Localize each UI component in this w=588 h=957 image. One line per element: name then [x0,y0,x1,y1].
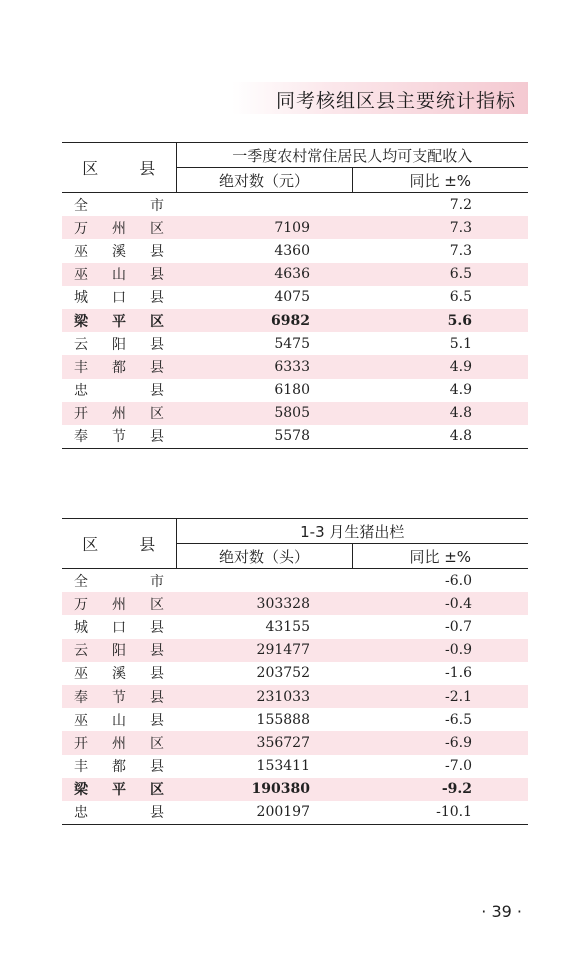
yoy-cell: -7.0 [445,758,472,775]
county-name-char: 城 [74,619,88,636]
yoy-cell: 4.8 [352,402,528,425]
county-name [62,708,176,731]
abs-value-cell [176,193,352,217]
abs-value-cell: 203752 [256,665,310,682]
yoy-cell: -6.9 [352,731,528,754]
title-band [232,82,528,114]
county-name [62,332,176,355]
county-name-char: 梁 [74,313,88,330]
county-name-char: 平 [112,782,126,799]
county-name-char: 区 [150,313,164,330]
income-span-header: 一季度农村常住居民人均可支配收入 [176,143,528,168]
county-name-char: 巫 [74,712,88,729]
county-name-char: 山 [112,712,126,729]
abs-value-cell: 4075 [274,289,310,306]
county-name-char: 节 [112,689,126,706]
table-row [62,286,528,309]
abs-value-cell: 43155 [265,618,310,635]
yoy-cell: -10.1 [352,801,528,825]
yoy-cell: 5.1 [449,335,473,352]
county-name-char: 州 [112,735,126,752]
county-name-char: 县 [150,712,164,729]
abs-value-cell: 153411 [256,758,310,775]
table-row [62,662,528,685]
county-name-char: 县 [150,643,164,660]
county-name-char: 县 [150,805,164,822]
county-name-char: 奉 [74,429,88,446]
county-name-char: 都 [112,359,126,376]
county-name-char: 县 [150,689,164,706]
table-row [62,731,528,754]
county-name-char [112,380,126,400]
county-name-char [112,195,126,215]
county-name-char: 丰 [74,359,88,376]
county-name-char: 丰 [74,759,88,776]
county-name-char: 口 [112,290,126,307]
county-name [62,193,176,217]
yoy-cell: 6.5 [352,263,528,286]
county-name-char: 县 [150,336,164,353]
abs-value-cell: 231033 [176,685,352,708]
county-name [62,309,176,332]
abs-value-cell: 190380 [176,778,352,801]
county-name-char: 云 [74,643,88,660]
table-row [62,263,528,286]
county-name [62,216,176,239]
county-name-char: 市 [150,573,164,590]
county-name [62,263,176,286]
county-name [62,755,176,778]
abs-value-cell: 200197 [176,801,352,825]
county-name-char: 县 [150,619,164,636]
abs-value-cell: 6180 [274,382,310,399]
county-name-char: 开 [74,735,88,752]
table-row [62,639,528,662]
abs-value-cell: 4360 [274,242,310,259]
county-name-char: 万 [74,596,88,613]
county-name-char: 阳 [112,643,126,660]
table-row [62,355,528,378]
county-name-char: 忠 [74,805,88,822]
yoy-cell: 4.9 [449,382,473,399]
yoy-cell: -1.6 [445,665,472,682]
yoy-cell: -0.7 [445,618,472,635]
abs-value-cell: 5475 [274,335,310,352]
county-name-char: 梁 [74,782,88,799]
county-name [62,379,176,402]
county-name-char: 县 [150,359,164,376]
county-name [62,402,176,425]
yoy-cell: 4.8 [352,425,528,449]
county-name-char: 万 [74,220,88,237]
abs-value-cell: 5578 [176,425,352,449]
county-name [62,639,176,662]
county-name-char: 阳 [112,336,126,353]
abs-value-cell: 291477 [176,639,352,662]
table-row [62,778,528,801]
abs-value-cell: 4636 [176,263,352,286]
abs-value-cell: 5805 [176,402,352,425]
yoy-cell: 5.6 [352,309,528,332]
yoy-cell: -0.4 [352,592,528,615]
yoy-cell: -6.0 [445,572,472,589]
county-name [62,286,176,309]
county-header: 区 县 [62,143,176,193]
table-row [62,569,528,593]
county-name-char: 县 [150,383,164,400]
yoy-cell: -2.1 [352,685,528,708]
county-name [62,592,176,615]
county-name-char: 县 [150,759,164,776]
yoy-cell: -9.2 [352,778,528,801]
county-header: 区 县 [62,519,176,569]
hog-span-header: 1-3 月生猪出栏 [176,519,528,544]
abs-value-cell: 7109 [176,216,352,239]
yoy-cell: 7.3 [449,242,473,259]
yoy-header: 同比 ±% [352,544,528,569]
county-name [62,778,176,801]
county-name [62,569,176,593]
county-name [62,731,176,754]
county-name-char [112,571,126,591]
county-name-char: 全 [74,197,88,214]
county-name [62,425,176,449]
table-row [62,801,528,825]
table-row [62,332,528,355]
county-name [62,355,176,378]
county-name [62,239,176,262]
table-row [62,592,528,615]
county-name-char: 忠 [74,383,88,400]
county-name [62,685,176,708]
county-name-char: 州 [112,596,126,613]
yoy-header: 同比 ±% [352,168,528,193]
county-name-char: 口 [112,619,126,636]
county-name-char: 云 [74,336,88,353]
table-row [62,755,528,778]
hog-table [62,518,528,825]
table-row [62,239,528,262]
yoy-cell: -6.5 [445,711,472,728]
abs-value-cell: 155888 [256,711,310,728]
table-row [62,193,528,217]
table-row [62,379,528,402]
county-name-char: 县 [150,429,164,446]
county-name-char: 区 [150,782,164,799]
yoy-cell: -0.9 [352,639,528,662]
county-name-char: 县 [150,267,164,284]
county-name-char: 区 [150,406,164,423]
county-name-char: 溪 [112,243,126,260]
county-name-char: 县 [150,290,164,307]
yoy-cell: 7.2 [449,196,473,213]
abs-value-cell: 303328 [176,592,352,615]
county-name-char: 巫 [74,666,88,683]
county-name-char: 州 [112,406,126,423]
county-name-char: 城 [74,290,88,307]
yoy-cell: 7.3 [352,216,528,239]
table-row [62,425,528,449]
abs-value-header: 绝对数（头） [176,544,352,569]
county-name-char: 县 [150,243,164,260]
county-name-char: 市 [150,197,164,214]
county-name-char: 节 [112,429,126,446]
county-name-char: 巫 [74,243,88,260]
county-name-char: 奉 [74,689,88,706]
abs-value-cell: 6333 [176,355,352,378]
county-name-char: 全 [74,573,88,590]
county-name-char: 开 [74,406,88,423]
income-table [62,142,528,449]
table-row [62,309,528,332]
county-name-char: 溪 [112,666,126,683]
county-name-char: 县 [150,666,164,683]
page-number: · 39 · [481,902,522,921]
county-name-char [112,802,126,822]
table-row [62,402,528,425]
county-name [62,662,176,685]
abs-value-header: 绝对数（元） [176,168,352,193]
table-row [62,685,528,708]
abs-value-cell: 6982 [176,309,352,332]
table-row [62,615,528,638]
county-name-char: 区 [150,596,164,613]
county-name-char: 平 [112,313,126,330]
abs-value-cell: 356727 [176,731,352,754]
abs-value-cell [176,569,352,593]
county-name-char: 区 [150,220,164,237]
county-name-char: 巫 [74,267,88,284]
county-name-char: 山 [112,267,126,284]
table-row [62,216,528,239]
county-name-char: 区 [150,735,164,752]
county-name-char: 州 [112,220,126,237]
page-title: 同考核组区县主要统计指标 [275,90,516,112]
yoy-cell: 6.5 [449,289,473,306]
county-name [62,615,176,638]
county-name [62,801,176,825]
county-name-char: 都 [112,759,126,776]
table-row [62,708,528,731]
yoy-cell: 4.9 [352,355,528,378]
